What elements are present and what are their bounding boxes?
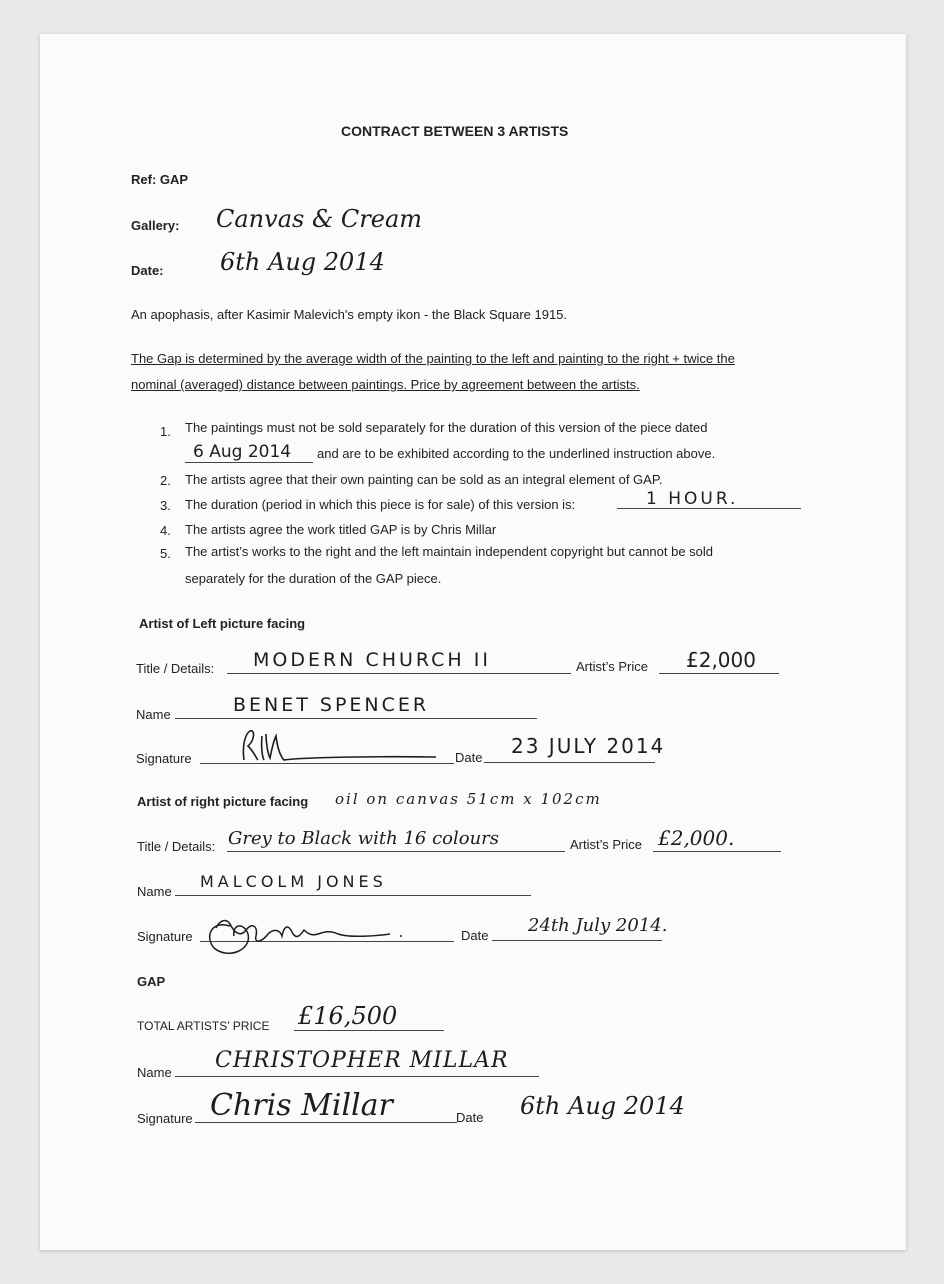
right-signature-image [200, 906, 420, 960]
page-title: CONTRACT BETWEEN 3 ARTISTS [341, 123, 569, 139]
gap-total-label: TOTAL ARTISTS’ PRICE [137, 1019, 270, 1033]
right-title-line [227, 851, 565, 852]
clause-1-line1: The paintings must not be sold separately for the duration of this version of the piece dated [185, 420, 708, 435]
right-title-label: Title / Details: [137, 839, 216, 854]
right-price-line [653, 851, 781, 852]
intro-text: An apophasis, after Kasimir Malevich's empty ikon - the Black Square 1915. [131, 307, 568, 322]
left-title-value: MODERN CHURCH II [253, 649, 491, 671]
right-date-label: Date [461, 928, 489, 943]
gallery-label: Gallery: [131, 218, 180, 233]
left-signature-label: Signature [136, 751, 192, 766]
ref-label: Ref: GAP [131, 172, 189, 187]
left-title-label: Title / Details: [136, 661, 215, 676]
right-name-value: MALCOLM JONES [200, 872, 387, 891]
clause-2-text: The artists agree that their own painting can be sold as an integral element of GAP. [185, 472, 663, 487]
left-name-line [175, 718, 537, 719]
clause-number: 5. [160, 546, 171, 561]
left-name-value: BENET SPENCER [233, 694, 430, 716]
clause-number: 2. [160, 473, 171, 488]
clause-3-text: The duration (period in which this piece is for sale) of this version is: [185, 497, 576, 512]
right-date-value: 24th July 2014. [528, 915, 668, 936]
left-price-label: Artist’s Price [576, 659, 648, 674]
gap-definition-line1: The Gap is determined by the average width of the painting to the left and painting to the right + twice the [131, 351, 735, 366]
right-price-label: Artist’s Price [570, 837, 642, 852]
left-date-value: 23 JULY 2014 [511, 734, 666, 758]
right-name-label: Name [137, 884, 172, 899]
gallery-value: Canvas & Cream [216, 205, 423, 233]
clause-number: 1. [160, 424, 171, 439]
gap-signature-label: Signature [137, 1111, 193, 1126]
clause-4-text: The artists agree the work titled GAP is by Chris Millar [185, 522, 497, 537]
gap-definition-line2: nominal (averaged) distance between paintings. Price by agreement between the artists. [131, 377, 640, 392]
clause-3-fill: 1 HOUR. [646, 489, 739, 509]
clause-1-fill-line [185, 462, 313, 463]
clause-1-fill: 6 Aug 2014 [193, 442, 292, 462]
gap-name-label: Name [137, 1065, 172, 1080]
right-artist-heading-note: oil on canvas 51cm x 102cm [335, 790, 602, 808]
gap-total-value: £16,500 [298, 1002, 398, 1030]
clause-5-line2: separately for the duration of the GAP piece. [185, 571, 442, 586]
left-artist-heading: Artist of Left picture facing [139, 616, 306, 631]
clause-1-line2: and are to be exhibited according to the underlined instruction above. [317, 446, 716, 461]
clause-number: 3. [160, 498, 171, 513]
clause-5-line1: The artist’s works to the right and the left maintain independent copyright but cannot be sold [185, 544, 714, 559]
gap-date-value: 6th Aug 2014 [520, 1092, 685, 1120]
date-value: 6th Aug 2014 [220, 248, 385, 276]
right-artist-heading: Artist of right picture facing [137, 794, 309, 809]
gap-heading: GAP [137, 974, 166, 989]
left-date-line [484, 762, 655, 763]
right-price-value: £2,000. [658, 826, 735, 850]
left-price-value: £2,000 [686, 648, 756, 672]
right-date-line [492, 940, 662, 941]
left-date-label: Date [455, 750, 483, 765]
gap-date-label: Date [456, 1110, 484, 1125]
left-title-line [227, 673, 571, 674]
right-signature-label: Signature [137, 929, 193, 944]
date-label: Date: [131, 263, 164, 278]
gap-name-line [175, 1076, 539, 1077]
left-price-line [659, 673, 779, 674]
gap-signature-value: Chris Millar [210, 1088, 393, 1123]
left-name-label: Name [136, 707, 171, 722]
gap-total-line [294, 1030, 444, 1031]
right-name-line [175, 895, 531, 896]
gap-name-value: CHRISTOPHER MILLAR [215, 1048, 509, 1073]
right-title-value: Grey to Black with 16 colours [228, 828, 500, 849]
left-signature-image [236, 726, 456, 766]
clause-number: 4. [160, 523, 171, 538]
